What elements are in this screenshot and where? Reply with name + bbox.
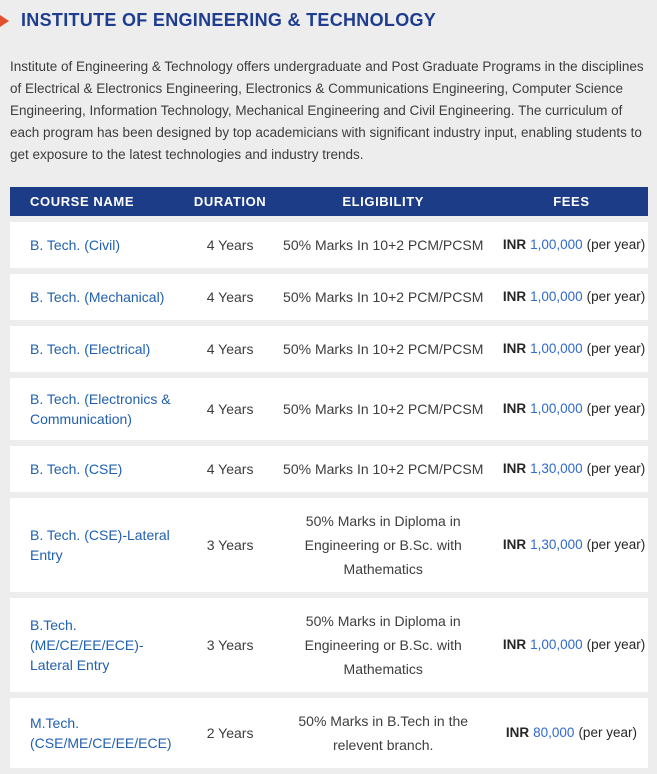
- duration-cell: 3 Years: [189, 598, 272, 692]
- duration-cell: 3 Years: [189, 498, 272, 592]
- course-name-link[interactable]: B.Tech. (ME/CE/EE/ECE)- Lateral Entry: [10, 598, 189, 692]
- fee-currency: INR: [502, 537, 527, 552]
- fees-cell: [495, 222, 648, 268]
- fee-suffix: (per year): [586, 289, 646, 304]
- eligibility-cell: 50% Marks in Diploma in Engineering or B.Sc. with Mathematics: [272, 598, 495, 692]
- eligibility-cell: 50% Marks in Diploma in Engineering or B.Sc. with Mathematics: [272, 498, 495, 592]
- eligibility-cell: 50% Marks In 10+2 PCM/PCSM: [272, 326, 495, 372]
- fee-amount: 1,30,000: [530, 461, 583, 476]
- table-row: [10, 598, 648, 692]
- fees-cell: [495, 378, 648, 440]
- fee-suffix: (per year): [586, 401, 646, 416]
- fees-cell: [495, 446, 648, 492]
- course-name-link[interactable]: B. Tech. (Electronics & Communication): [10, 378, 189, 440]
- fee-suffix: (per year): [586, 537, 646, 552]
- fee-suffix: (per year): [586, 637, 646, 652]
- fee-currency: INR: [502, 637, 527, 652]
- eligibility-cell: 50% Marks In 10+2 PCM/PCSM: [272, 274, 495, 320]
- fee-suffix: (per year): [578, 725, 637, 740]
- fee-currency: INR: [505, 725, 530, 740]
- table-row: [10, 698, 648, 768]
- fee-amount: 1,00,000: [530, 237, 583, 252]
- fee-amount: 1,00,000: [530, 637, 583, 652]
- column-header-fees: FEES: [495, 187, 648, 216]
- fee-currency: INR: [502, 289, 527, 304]
- column-header-duration: DURATION: [189, 187, 272, 216]
- course-name-link[interactable]: B. Tech. (CSE)-Lateral Entry: [10, 498, 189, 592]
- column-header-course-name: COURSE NAME: [10, 187, 189, 216]
- eligibility-cell: 50% Marks In 10+2 PCM/PCSM: [272, 446, 495, 492]
- eligibility-cell: 50% Marks In 10+2 PCM/PCSM: [272, 222, 495, 268]
- course-name-link[interactable]: M.Tech. (CSE/ME/CE/EE/ECE): [10, 698, 189, 768]
- course-name-link[interactable]: B. Tech. (Mechanical): [10, 274, 189, 320]
- course-name-link[interactable]: B. Tech. (CSE): [10, 446, 189, 492]
- fees-cell: [495, 274, 648, 320]
- fee-currency: INR: [502, 401, 527, 416]
- fees-cell: [495, 498, 648, 592]
- table-row: [10, 326, 648, 372]
- fee-amount: 1,30,000: [530, 537, 583, 552]
- table-row: [10, 222, 648, 268]
- table-header-row: [10, 187, 648, 216]
- table-row: [10, 378, 648, 440]
- fee-amount: 1,00,000: [530, 289, 583, 304]
- fees-cell: [495, 598, 648, 692]
- fee-amount: 1,00,000: [530, 341, 583, 356]
- duration-cell: 4 Years: [189, 274, 272, 320]
- duration-cell: 4 Years: [189, 222, 272, 268]
- right-arrow-icon: [0, 15, 9, 27]
- table-row: [10, 274, 648, 320]
- duration-cell: 2 Years: [189, 698, 272, 768]
- fee-currency: INR: [502, 461, 527, 476]
- page-title: INSTITUTE OF ENGINEERING & TECHNOLOGY: [21, 10, 437, 30]
- fees-cell: [495, 326, 648, 372]
- fee-currency: INR: [502, 237, 527, 252]
- fee-amount: 1,00,000: [530, 401, 583, 416]
- eligibility-cell: 50% Marks In 10+2 PCM/PCSM: [272, 378, 495, 440]
- intro-text: Institute of Engineering & Technology offers undergraduate and Post Graduate Programs in the disciplines of Electrical & Electronics Engineering, Electronics & Communications Engineering, Computer Science Engineering, Information Technology, Mechanical Engineering and Civil Engineering. The curriculum of each program has been designed by top academicians with significant industry input, enabling students to get exposure to the latest technologies and industry trends.: [10, 59, 644, 162]
- column-header-eligibility: ELIGIBILITY: [272, 187, 495, 216]
- duration-cell: 4 Years: [189, 326, 272, 372]
- fee-suffix: (per year): [586, 341, 646, 356]
- duration-cell: 4 Years: [189, 446, 272, 492]
- courses-table: [10, 181, 648, 774]
- fees-cell: [495, 698, 648, 768]
- fee-suffix: (per year): [586, 237, 646, 252]
- eligibility-cell: 50% Marks in B.Tech in the relevent branch.: [272, 698, 495, 768]
- table-row: [10, 446, 648, 492]
- table-row: [10, 498, 648, 592]
- fee-currency: INR: [502, 341, 527, 356]
- course-name-link[interactable]: B. Tech. (Civil): [10, 222, 189, 268]
- section-heading: [0, 0, 657, 31]
- fee-suffix: (per year): [586, 461, 646, 476]
- duration-cell: 4 Years: [189, 378, 272, 440]
- fee-amount: 80,000: [533, 725, 575, 740]
- course-name-link[interactable]: B. Tech. (Electrical): [10, 326, 189, 372]
